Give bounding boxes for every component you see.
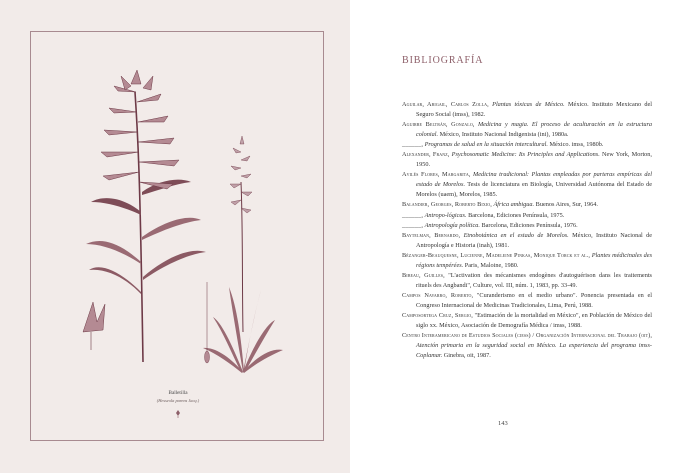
entry-title: Medicina tradicional: Plantas empleadas por parteras empíricas del estado de Morelos. <box>416 171 652 189</box>
entry-title: Plantas tóxicas de México. <box>492 101 565 108</box>
plate-frame <box>30 31 324 441</box>
page-number: 143 <box>498 420 508 427</box>
entry-title: Etnobotánica en el estado de Morelos. <box>463 231 569 239</box>
entry-author: ______, <box>402 141 424 149</box>
bibliography-entry <box>402 221 652 231</box>
bibliography-entry <box>402 331 652 361</box>
entry-author: ______, <box>402 211 424 219</box>
bibliography-entry <box>402 120 652 140</box>
entry-author: Alexander, Franz, <box>402 151 450 159</box>
entry-author: Aguirre Beltrán, Gonzalo, <box>402 121 475 129</box>
entry-details: México. imss, 1980b. <box>549 141 604 149</box>
entry-author: ______, <box>402 221 424 229</box>
botanical-illustration <box>31 32 323 440</box>
bibliography-entry <box>402 170 652 200</box>
entry-details: México. Instituto Mexicano del Seguro Social (imss), 1982. <box>416 101 653 119</box>
bibliography-entry <box>402 251 652 271</box>
bibliography-entry <box>402 231 652 251</box>
entry-details: Paris, Maloine, 1980. <box>464 261 519 269</box>
entry-details: Ginebra, oit, 1987. <box>443 352 491 360</box>
bibliography-entry <box>402 311 652 331</box>
bibliography-entry <box>402 271 652 291</box>
entry-details: "Curanderismo en el medio urbano". Ponencia presentada en el Congreso Internacional de Medicinas Tradicionales, Lima, Perú, 1988. <box>416 291 652 309</box>
entry-author: Aguilar, Abigail, Carlos Zolla, <box>402 101 489 108</box>
bibliography-entry <box>402 100 652 120</box>
entry-details: Buenos Aires, Sur, 1964. <box>535 201 598 209</box>
entry-title: Psychosomatic Medicine: Its Principles and Applications. <box>451 151 600 159</box>
entry-details: México, Instituto Nacional Indigenista (ini), 1980a. <box>439 131 569 139</box>
caption-common-name: Balletilla <box>168 390 188 396</box>
entry-author: Balandier, Georges, Roberto Bixio, <box>402 201 492 209</box>
bibliography-entry <box>402 211 652 221</box>
entry-title: Programas de salud en la situación intercultural. <box>424 141 548 149</box>
entry-title: Atención primaria en la seguridad social en México. La experiencia del programa imss-Coplamar. <box>416 342 652 360</box>
entry-title: Antropo-lógicas. <box>424 211 467 219</box>
bibliography-entry <box>402 291 652 311</box>
entry-author: Avilés Flores, Margarita, <box>402 171 471 179</box>
entry-details: México, Instituto Nacional de Antropología e Historia (inah), 1981. <box>416 231 653 249</box>
entry-author: Centro Interamericano de Estudios Sociales (ciess) / Organización Internacional del Trabajo (oit), <box>402 332 652 340</box>
entry-author: Campos Navarro, Roberto, <box>402 291 474 299</box>
entry-title: Medicina y magia. El proceso de aculturación en la estructura colonial. <box>416 121 653 139</box>
entry-details: New York, Morton, 1950. <box>416 151 652 169</box>
entry-details: "L'activation des mécanismes endogènes d'autoguérison dans les traitements rituels des Angbandi", Culture, vol. III, núm. 1, 1983, pp. 33-49. <box>416 271 652 289</box>
entry-author: Baytelman, Bernardo, <box>402 231 461 239</box>
entry-details: Barcelona, Ediciones Península, 1976. <box>481 221 578 229</box>
bibliography-list <box>402 100 652 361</box>
ornament-icon <box>173 410 183 418</box>
entry-details: "Estimación de la mortalidad en México", en Población de México del siglo xx. México, Asociación de Demografía Médica / imss, 1988. <box>416 311 652 330</box>
bibliography-entry <box>402 200 652 210</box>
entry-author: Camposortega Cruz, Sergio, <box>402 311 473 319</box>
entry-title: África ambigua. <box>493 201 535 209</box>
entry-details: Tesis de licenciatura en Biología, Universidad Autónoma del Estado de Morelos (uaem), Morelos, 1985. <box>416 181 652 199</box>
entry-details: Barcelona, Ediciones Península, 1975. <box>468 211 565 219</box>
entry-title: Plantes médicinales des régions tempérées. <box>416 251 653 269</box>
entry-title: Antropología política. <box>424 221 480 229</box>
caption-latin-name: (Hesseola parens Jacq.) <box>156 398 200 403</box>
entry-author: Bibeau, Guilles, <box>402 271 445 279</box>
plate-caption <box>31 390 325 404</box>
bibliography-entry <box>402 140 652 150</box>
entry-author: Bézanger-Beauquesne, Lucienne, Madeleine Pinkas, Monique Torck et al., <box>402 251 591 259</box>
bibliography-entry <box>402 150 652 170</box>
section-heading: BIBLIOGRAFÍA <box>402 55 484 66</box>
